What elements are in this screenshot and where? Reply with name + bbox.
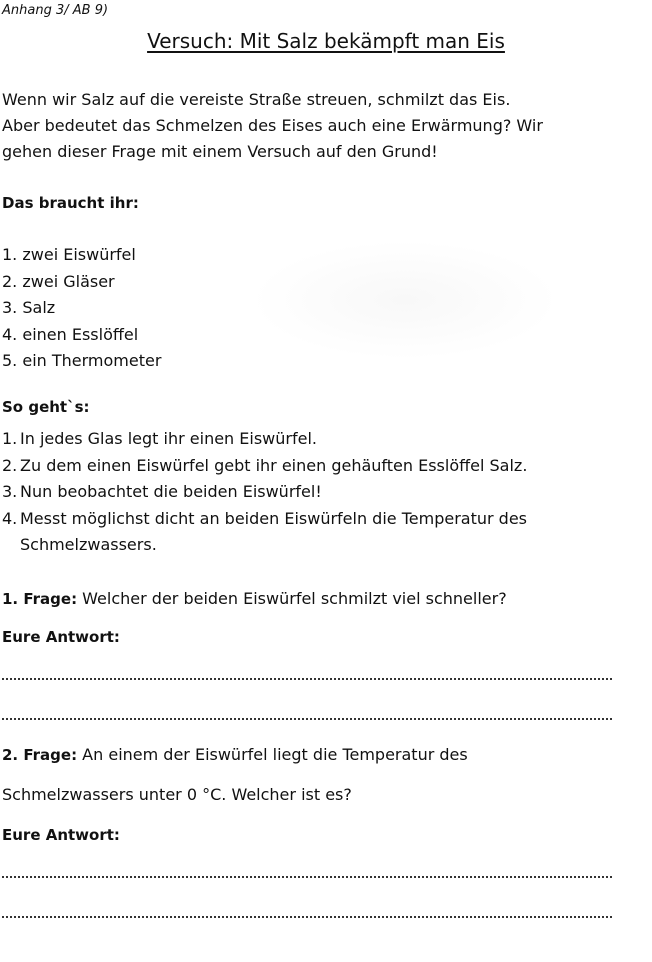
list-item (2, 479, 620, 506)
intro-line: gehen dieser Frage mit einem Versuch auf den Grund! (2, 142, 438, 161)
materials-heading: Das braucht ihr: (2, 194, 139, 212)
document-reference: Anhang 3/ AB 9) (2, 3, 109, 18)
answer-label: Eure Antwort: (2, 628, 120, 646)
page-title-text: Versuch: Mit Salz bekämpft man Eis (147, 29, 505, 53)
list-text: Salz (22, 298, 56, 317)
question-text: Welcher der beiden Eiswürfel schmilzt viel schneller? (82, 589, 507, 608)
list-text: Zu dem einen Eiswürfel gebt ihr einen gehäuften Esslöffel Salz. (20, 455, 528, 475)
list-text: ein Thermometer (22, 351, 162, 370)
list-text: In jedes Glas legt ihr einen Eiswürfel. (20, 429, 317, 448)
list-text: einen Esslöffel (22, 324, 139, 344)
list-number: 1. (2, 245, 18, 264)
question-2 (2, 745, 468, 764)
list-number: 3. (2, 482, 18, 501)
list-item (2, 242, 161, 269)
steps-heading: So geht`s: (2, 398, 90, 416)
answer-label: Eure Antwort: (2, 826, 120, 844)
intro-line: Wenn wir Salz auf die vereiste Straße streuen, schmilzt das Eis. (2, 90, 511, 109)
list-text: Nun beobachtet die beiden Eiswürfel! (20, 482, 322, 501)
list-number: 4. (2, 324, 18, 344)
materials-list (2, 242, 161, 375)
list-item (2, 453, 620, 480)
answer-line (2, 676, 612, 680)
question-1 (2, 589, 507, 608)
list-number: 5. (2, 351, 18, 370)
question-2-continued: Schmelzwassers unter 0 °C. Welcher ist es? (2, 785, 352, 804)
steps-list (2, 426, 620, 559)
answer-line (2, 914, 612, 918)
list-item (2, 322, 161, 349)
list-item (2, 269, 161, 296)
intro-paragraph (2, 87, 543, 165)
list-text: zwei Gläser (22, 271, 115, 291)
list-number: 3. (2, 298, 18, 317)
question-label: 2. Frage: (2, 746, 78, 764)
intro-line: Aber bedeutet das Schmelzen des Eises auch eine Erwärmung? Wir (2, 116, 543, 135)
list-number: 4. (2, 508, 18, 528)
question-label: 1. Frage: (2, 590, 78, 608)
list-text: Messt möglichst dicht an beiden Eiswürfeln die Temperatur des Schmelzwassers. (20, 508, 527, 554)
list-item (2, 426, 620, 453)
list-item (2, 295, 161, 322)
list-number: 2. (2, 455, 18, 475)
question-text: An einem der Eiswürfel liegt die Temperatur des (82, 745, 468, 764)
answer-line (2, 716, 612, 720)
list-number: 1. (2, 429, 18, 448)
answer-line (2, 874, 612, 878)
faint-background-shape (250, 240, 560, 360)
list-number: 2. (2, 271, 18, 291)
list-item (2, 348, 161, 375)
list-text: zwei Eiswürfel (22, 245, 136, 264)
page-title (0, 29, 652, 53)
list-item (2, 506, 620, 559)
